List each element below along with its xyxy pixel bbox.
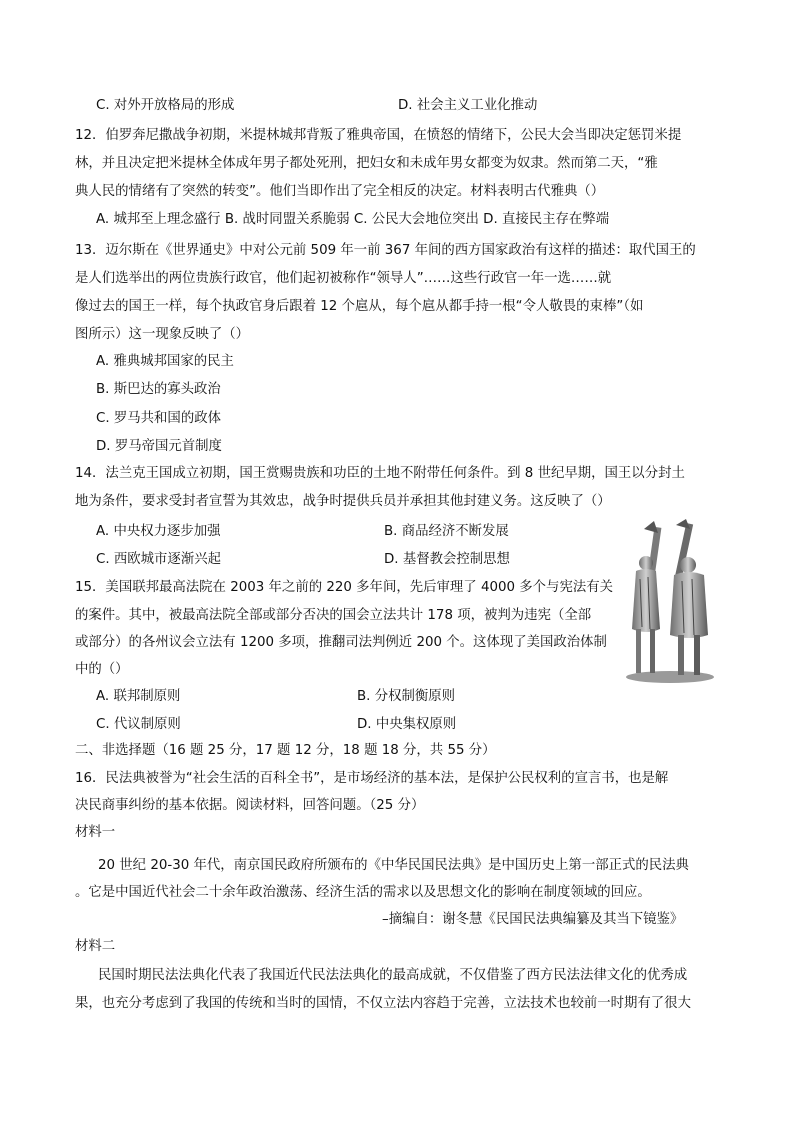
- material-2-label: 材料二: [75, 939, 116, 954]
- material-1-line-2: 。它是中国近代社会二十余年政治激荡、经济生活的需求以及思想文化的影响在制度领域的回应。: [75, 885, 651, 900]
- q13-stem-line-4: 图所示）这一现象反映了（）: [75, 327, 250, 342]
- q15-option-d: D. 中央集权原则: [357, 717, 457, 732]
- q13-stem-line-1: 13．迈尔斯在《世界通史》中对公元前 509 年一前 367 年间的西方国家政治有这样的描述：取代国王的: [75, 243, 696, 258]
- section-2-heading: 二、非选择题（16 题 25 分，17 题 12 分，18 题 18 分，共 55 分）: [75, 743, 496, 758]
- q14-stem-line-1: 14．法兰克王国成立初期，国王赏赐贵族和功臣的土地不附带任何条件。到 8 世纪早期，国王以分封土: [75, 466, 685, 481]
- q12-options: A. 城邦至上理念盛行 B. 战时同盟关系脆弱 C. 公民大会地位突出 D. 直接民主存在弊端: [96, 212, 610, 227]
- q12-stem-line-3: 典人民的情绪有了突然的转变”。他们当即作出了完全相反的决定。材料表明古代雅典（）: [75, 184, 605, 199]
- q13-option-d: D. 罗马帝国元首制度: [96, 439, 222, 454]
- q13-option-a: A. 雅典城邦国家的民主: [96, 354, 234, 369]
- q13-option-b: B. 斯巴达的寡头政治: [96, 382, 221, 397]
- q13-stem-line-3: 像过去的国王一样，每个执政官身后跟着 12 个扈从，每个扈从都手持一根“令人敬畏的束棒”（如: [75, 299, 644, 314]
- q12-stem-line-1: 12．伯罗奔尼撒战争初期，米提林城邦背叛了雅典帝国，在愤怒的情绪下，公民大会当即决定惩罚米提: [75, 128, 682, 143]
- lictors-fasces-illustration: [624, 519, 717, 684]
- q16-stem-line-1: 16．民法典被誉为“社会生活的百科全书”，是市场经济的基本法，是保护公民权利的宣言书，也是解: [75, 771, 669, 786]
- q14-option-b: B. 商品经济不断发展: [384, 524, 509, 539]
- q15-option-a: A. 联邦制原则: [96, 689, 181, 704]
- q15-stem-line-3: 或部分）的各州议会立法有 1200 多项，推翻司法判例近 200 个。这体现了美国政治体制: [75, 635, 607, 650]
- q14-option-d: D. 基督教会控制思想: [384, 552, 510, 567]
- q16-stem-line-2: 决民商事纠纷的基本依据。阅读材料，回答问题。（25 分）: [75, 798, 425, 813]
- q15-option-b: B. 分权制衡原则: [357, 689, 456, 704]
- lictors-fasces-image: [624, 519, 717, 684]
- q14-option-a: A. 中央权力逐步加强: [96, 524, 221, 539]
- material-1-label: 材料一: [75, 825, 116, 840]
- q15-option-c: C. 代议制原则: [96, 717, 181, 732]
- material-2-line-2: 果，也充分考虑到了我国的传统和当时的国情，不仅立法内容趋于完善，立法技术也较前一时期有了很大: [75, 996, 691, 1011]
- q11-option-d: D. 社会主义工业化推动: [398, 98, 538, 113]
- q14-option-c: C. 西欧城市逐渐兴起: [96, 552, 221, 567]
- q15-stem-line-4: 中的（）: [75, 662, 129, 677]
- q11-option-c: C. 对外开放格局的形成: [96, 98, 235, 113]
- q13-option-c: C. 罗马共和国的政体: [96, 411, 221, 426]
- q14-stem-line-2: 地为条件，要求受封者宣誓为其效忠，战争时提供兵员并承担其他封建义务。这反映了（）: [75, 494, 611, 509]
- q12-stem-line-2: 林，并且决定把米提林全体成年男子都处死刑，把妇女和未成年男女都变为奴隶。然而第二天，“雅: [75, 156, 658, 171]
- material-2-line-1: 民国时期民法法典化代表了我国近代民法法典化的最高成就，不仅借鉴了西方民法法律文化的优秀成: [98, 968, 688, 983]
- q15-stem-line-1: 15．美国联邦最高法院在 2003 年之前的 220 多年间，先后审理了 4000 多个与宪法有关: [75, 580, 614, 595]
- q13-stem-line-2: 是人们选举出的两位贵族行政官，他们起初被称作“领导人”……这些行政官一年一选……就: [75, 271, 612, 286]
- material-1-line-1: 20 世纪 20-30 年代，南京国民政府所颁布的《中华民国民法典》是中国历史上第一部正式的民法典: [98, 858, 689, 873]
- q15-stem-line-2: 的案件。其中，被最高法院全部或部分否决的国会立法共计 178 项，被判为违宪（全部: [75, 608, 592, 623]
- material-1-source: –摘编自：谢冬慧《民国民法典编纂及其当下镜鉴》: [382, 912, 684, 927]
